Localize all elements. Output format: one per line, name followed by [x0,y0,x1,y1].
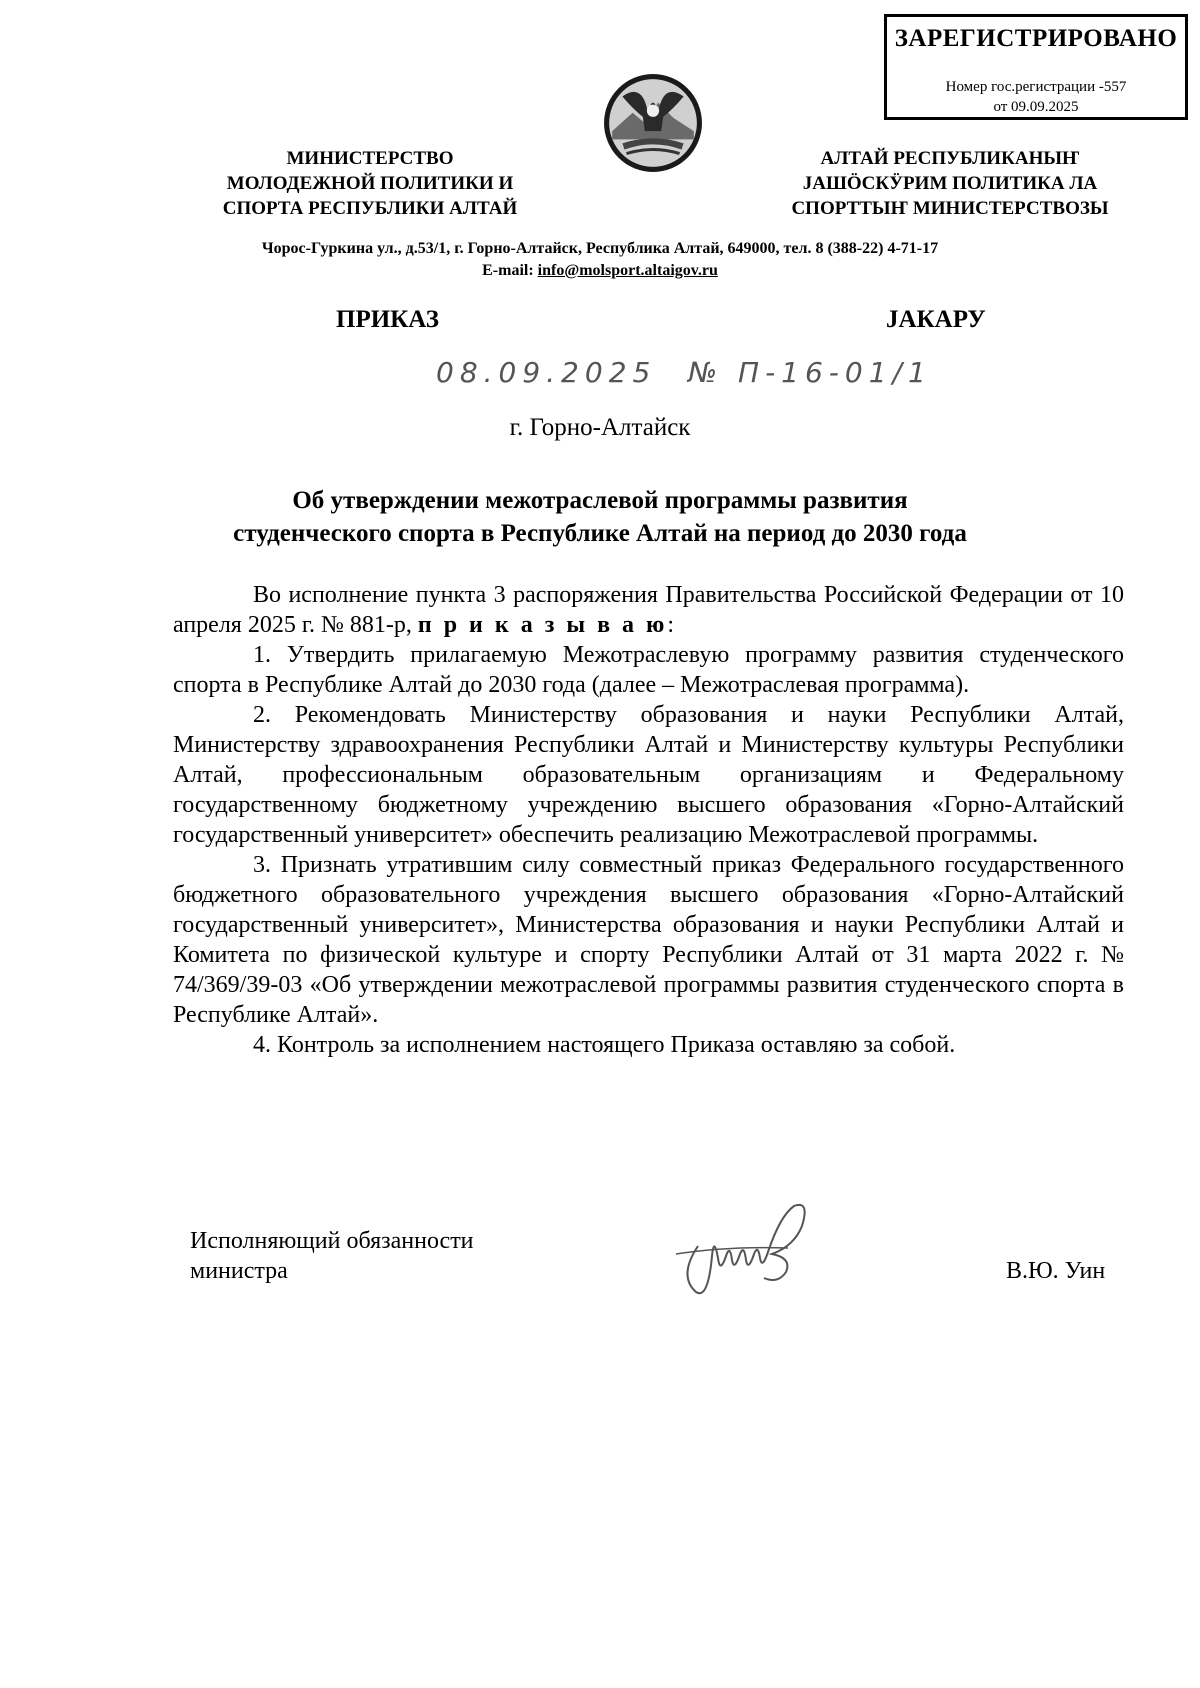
ministry-name-alt [740,146,1160,221]
stamp-reg-number: Номер гос.регистрации -557 [945,79,1127,95]
doc-type-ru: ПРИКАЗ [336,306,439,333]
body-item-4: 4. Контроль за исполнением настоящего Приказа оставляю за собой. [253,1032,956,1058]
registration-stamp [884,14,1188,120]
body-item-3: 3. Признать утратившим силу совместный приказ Федерального государственного бюджетного образовательного учреждения высшего образования «Горно-Алтайский государственный университет», Министерства образования и науки Республики Алтай и Комитета по физической культуре и спорту Республики Алтай от 31 марта 2022 г. № 74/369/39-03 «Об утверждении межотраслевой программы развития студенческого спорта в Республике Алтай». [173,852,1124,1028]
body-item-1: 1. Утвердить прилагаемую Межотраслевую программу развития студенческого спорта в Республике Алтай до 2030 года (далее – Межотраслевая программа). [173,642,1124,698]
signatory-position-line: министра [190,1258,288,1284]
doc-date-handwritten: 08.09.2025 [436,356,657,389]
email-label: E-mail: [482,262,538,279]
ministry-name-ru-line: МОЛОДЕЖНОЙ ПОЛИТИКИ И [226,173,514,194]
ministry-name-ru-line: СПОРТА РЕСПУБЛИКИ АЛТАЙ [222,198,518,219]
email-link[interactable]: info@molsport.altaigov.ru [537,262,718,279]
doc-subject-line: Об утверждении межотраслевой программы развития [292,487,908,514]
signatory-position-line: Исполняющий обязанности [190,1228,474,1254]
ministry-name-alt-line: ЈАШӦСКӰРИМ ПОЛИТИКА ЛА [802,173,1098,194]
doc-type-alt: ЈАКАРУ [886,306,986,333]
handwritten-signature [668,1196,828,1306]
stamp-title: ЗАРЕГИСТРИРОВАНО [894,25,1178,52]
intro-colon: : [667,612,675,638]
body-item-2: 2. Рекомендовать Министерству образования и науки Республики Алтай, Министерству здравоохранения Республики Алтай и Министерству культуры Республики Алтай, профессиональным образовательным организациям и Федеральному государственному бюджетному учреждению высшего образования «Горно-Алтайский государственный университет» обеспечить реализацию Межотраслевой программы. [173,702,1124,848]
doc-subject-line: студенческого спорта в Республике Алтай на период до 2030 года [233,520,967,547]
ministry-address: Чорос-Гуркина ул., д.53/1, г. Горно-Алтайск, Республика Алтай, 649000, тел. 8 (388-22) 4-71-17 [261,240,939,257]
doc-city: г. Горно-Алтайск [509,414,691,441]
ministry-name-ru [160,146,580,221]
intro-text: Во исполнение пункта 3 распоряжения Правительства Российской Федерации от 10 апреля 2025 г. № 881-р, [173,582,1124,638]
intro-order-word: п р и к а з ы в а ю [417,612,668,638]
ministry-name-alt-line: СПОРТТЫҤ МИНИСТЕРСТВОЗЫ [791,198,1109,219]
doc-subject [150,484,1050,550]
coat-of-arms-emblem [602,72,704,174]
ministry-name-alt-line: АЛТАЙ РЕСПУБЛИКАНЫҤ [820,148,1080,169]
ministry-email-line [0,262,1200,280]
signatory-name: В.Ю. Уин [1006,1258,1106,1284]
signatory-position [190,1226,474,1286]
doc-number-handwritten: № П-16-01/1 [688,356,932,389]
ministry-name-ru-line: МИНИСТЕРСТВО [286,148,454,169]
stamp-reg-date: от 09.09.2025 [993,99,1079,115]
doc-body [173,580,1124,1060]
body-intro [173,580,1124,640]
